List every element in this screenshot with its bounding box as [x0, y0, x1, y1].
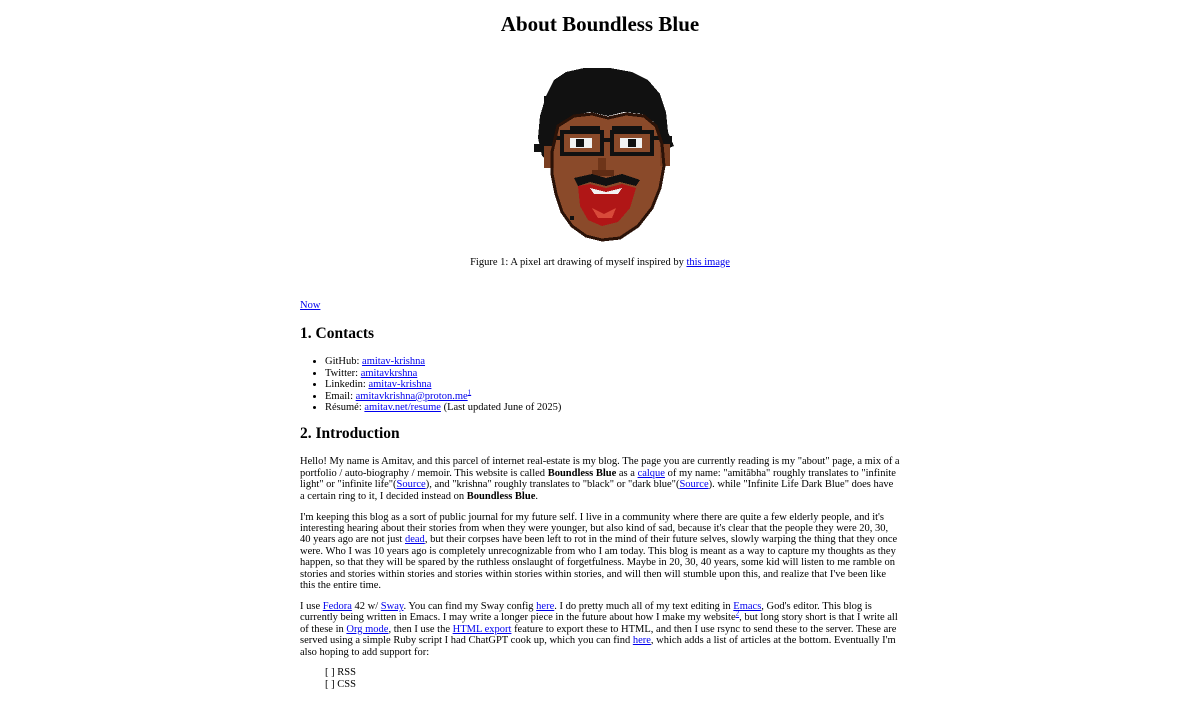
emacs-link[interactable]: Emacs — [733, 600, 762, 612]
org-mode-link[interactable]: Org mode — [346, 623, 389, 635]
text: of my name: "amitābha" roughly translates to "infinite light" or "infinite life"( — [300, 467, 896, 491]
introduction-heading: 2. Introduction — [300, 425, 400, 443]
text: , then I use the — [388, 623, 453, 635]
now-link[interactable]: Now — [300, 300, 321, 311]
checklist-item-rss: [ ] RSS — [325, 667, 356, 679]
bold-site-name: Boundless Blue — [466, 490, 536, 502]
text: ), and "krishna" roughly translates to "black" or "dark blue"( — [425, 479, 680, 491]
contact-email — [325, 388, 900, 402]
contact-linkedin — [325, 379, 900, 390]
sway-link[interactable]: Sway — [380, 600, 404, 612]
html-export-link[interactable]: HTML export — [452, 623, 512, 635]
contact-twitter — [325, 368, 900, 379]
dead-link[interactable]: dead — [404, 534, 425, 546]
pixel-art-portrait-image — [514, 66, 686, 242]
resume-updated-note: (Last updated June of 2025) — [440, 402, 562, 414]
main-content — [300, 300, 900, 702]
text: 42 w/ — [351, 600, 381, 612]
text: feature to export these to HTML, and then I use rsync to send these to the server. These are served using a simple Ruby script I had ChatGPT cook up, which you can find — [300, 623, 897, 647]
text: I'm keeping this blog as a sort of public journal for my future self. I live in a community where there are quite a few elderly people, and it's interesting hearing about their stories from when they were younger, but also kind of sad, because it's clear that the people they were 20, 30, 40 years ago are not just — [300, 511, 889, 546]
text: Hello! My name is Amitav, and this parcel of internet real-estate is my blog. The page you are currently reading is my "about" page, a mix of a portfolio / auto-biography / memoir. This website is called — [300, 456, 900, 479]
calque-link[interactable]: calque — [637, 467, 665, 479]
checklist-item-css: [ ] CSS — [325, 678, 356, 690]
source-link-1[interactable]: Source — [396, 479, 426, 491]
text: . You can find my Sway config — [403, 600, 537, 612]
bold-site-name: Boundless Blue — [547, 467, 617, 479]
ruby-script-link[interactable]: here — [632, 635, 651, 647]
contact-resume — [325, 402, 900, 413]
intro-paragraph-1 — [300, 456, 900, 502]
text: , God's editor. This blog is currently being written in Emacs. I may write a longer piece in the future about how I make my website — [300, 600, 872, 624]
contact-label: Linkedin: — [325, 379, 369, 391]
contact-label: Résumé: — [325, 402, 365, 414]
text: ). while "Infinite Life Dark Blue" does have a certain ring to it, I decided instead on — [300, 479, 894, 502]
text: as a — [616, 467, 638, 479]
this-image-link[interactable]: this image — [686, 257, 730, 268]
resume-link[interactable]: amitav.net/resume — [364, 402, 441, 414]
contacts-list — [300, 356, 900, 413]
todo-checklist — [300, 667, 900, 690]
text: . I do pretty much all of my text editing in — [554, 600, 734, 612]
text: . — [535, 490, 538, 502]
text: , which adds a list of articles at the bottom. Eventually I'm also hoping to add support for: — [300, 635, 896, 658]
fedora-link[interactable]: Fedora — [322, 600, 352, 612]
figure-caption — [0, 257, 1200, 268]
sway-config-link[interactable]: here — [536, 600, 555, 612]
contacts-heading: 1. Contacts — [300, 325, 375, 343]
caption-text: Figure 1: A pixel art drawing of myself inspired by — [470, 257, 687, 268]
intro-paragraph-3 — [300, 601, 900, 658]
footnote-1-link[interactable]: 1 — [467, 388, 472, 397]
figure — [0, 66, 1200, 268]
contact-label: Twitter: — [325, 367, 361, 379]
source-link-2[interactable]: Source — [679, 479, 709, 491]
contact-label: GitHub: — [325, 356, 363, 368]
twitter-link[interactable]: amitavkrshna — [360, 367, 418, 379]
contact-github — [325, 356, 900, 367]
intro-paragraph-2 — [300, 512, 900, 592]
footnote-2-link[interactable]: 2 — [735, 609, 740, 618]
text: , but their corpses have been left to rot in the mind of their future selves, slowly warping the thing that they once were. Who I was 10 years ago is completely unrecognizable from who I am today. This blog is meant as a way to capture my thoughts as they happen, so that they will be spared by the ruthless onslaught of forgetfulness. Maybe in 20, 30, 40 years, some kid will listen to me ramble on stories and stories within stories and stories within stories within stories, and will then will stumble upon this, and realize that I've been like this the entire time. — [300, 534, 898, 591]
contact-label: Email: — [325, 390, 356, 402]
text: I use — [300, 600, 323, 612]
text: , but long story short is that I write all of these in — [300, 612, 898, 635]
email-link[interactable]: amitavkrishna@proton.me — [355, 390, 468, 402]
linkedin-link[interactable]: amitav-krishna — [368, 379, 432, 391]
github-link[interactable]: amitav-krishna — [362, 356, 426, 368]
page-title: About Boundless Blue — [500, 12, 700, 36]
